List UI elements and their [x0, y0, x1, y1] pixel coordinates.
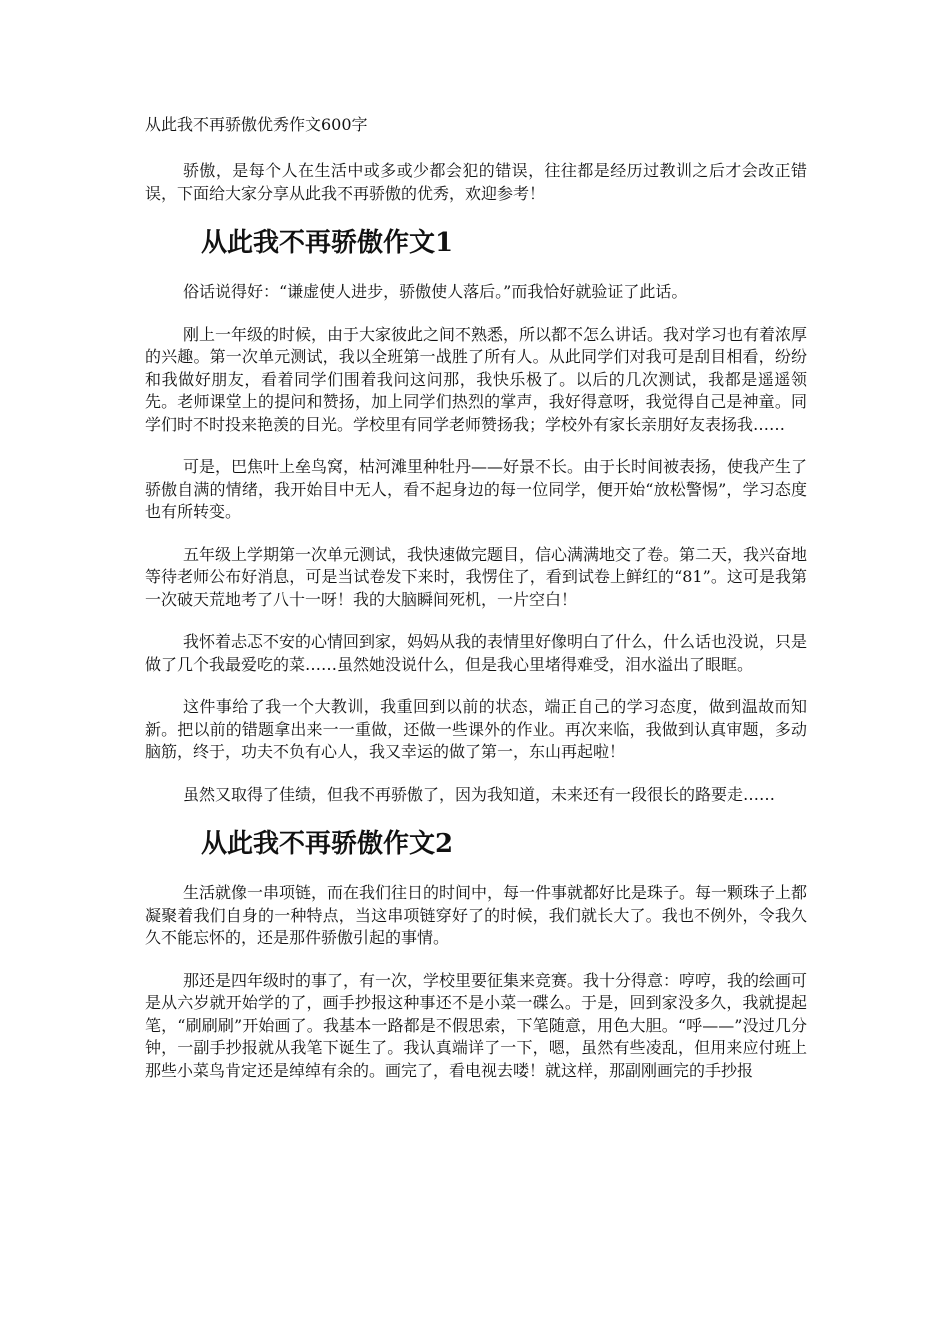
paragraph: 生活就像一串项链，而在我们往日的时间中，每一件事就都好比是珠子。每一颗珠子上都凝聚着我们自身的一种特点，当这串项链穿好了的时候，我们就长大了。我也不例外，令我久久不能忘怀的，还是那件骄傲引起的事情。	[145, 883, 808, 947]
document-title: 从此我不再骄傲优秀作文600字	[145, 115, 368, 134]
paragraph: 我怀着忐忑不安的心情回到家，妈妈从我的表情里好像明白了什么，什么话也没说，只是做了几个我最爱吃的菜……虽然她没说什么，但是我心里堵得难受，泪水溢出了眼眶。	[145, 632, 808, 674]
section-heading: 从此我不再骄傲作文2	[201, 829, 454, 859]
essay-section-2	[145, 826, 807, 1082]
paragraph: 俗话说得好：“谦虚使人进步，骄傲使人落后。”而我恰好就验证了此话。	[183, 282, 688, 301]
intro-paragraph: 骄傲，是每个人在生活中或多或少都会犯的错误，往往都是经历过教训之后才会改正错误，下面给大家分享从此我不再骄傲的优秀，欢迎参考！	[145, 161, 807, 203]
essay-section-1	[145, 225, 807, 806]
paragraph: 可是，巴焦叶上垒鸟窝，枯河滩里种牡丹——好景不长。由于长时间被表扬，使我产生了骄傲自满的情绪，我开始目中无人，看不起身边的每一位同学，便开始“放松警惕”，学习态度也有所转变。	[145, 457, 808, 521]
paragraph: 虽然又取得了佳绩，但我不再骄傲了，因为我知道，未来还有一段很长的路要走……	[183, 784, 776, 804]
paragraph: 那还是四年级时的事了，有一次，学校里要征集来竞赛。我十分得意：哼哼，我的绘画可是从六岁就开始学的了，画手抄报这种事还不是小菜一碟么。于是，回到家没多久，我就提起笔，“刷刷刷”开始画了。我基本一路都是不假思索，下笔随意，用色大胆。“呼——”没过几分钟，一副手抄报就从我笔下诞生了。我认真端详了一下，嗯，虽然有些凌乱，但用来应付班上那些小菜鸟肯定还是绰绰有余的。画完了，看电视去喽！就这样，那副刚画完的手抄报	[145, 970, 808, 1080]
paragraph: 五年级上学期第一次单元测试，我快速做完题目，信心满满地交了卷。第二天，我兴奋地等待老师公布好消息，可是当试卷发下来时，我愣住了，看到试卷上鲜红的“81”。这可是我第一次破天荒地考了八十一呀！我的大脑瞬间死机，一片空白！	[145, 544, 808, 609]
paragraph: 刚上一年级的时候，由于大家彼此之间不熟悉，所以都不怎么讲话。我对学习也有着浓厚的兴趣。第一次单元测试，我以全班第一战胜了所有人。从此同学们对我可是刮目相看，纷纷和我做好朋友，看着同学们围着我问这问那，我快乐极了。以后的几次测试，我都是遥遥领先。老师课堂上的提问和赞扬，加上同学们热烈的掌声，我好得意呀，我觉得自己是神童。同学们时不时投来艳羡的目光。学校里有同学老师赞扬我；学校外有家长亲朋好友表扬我……	[145, 324, 808, 434]
section-heading: 从此我不再骄傲作文1	[201, 228, 454, 258]
paragraph: 这件事给了我一个大教训，我重回到以前的状态，端正自己的学习态度，做到温故而知新。把以前的错题拿出来一一重做，还做一些课外的作业。再次来临，我做到认真审题，多动脑筋，终于，功夫不负有心人，我又幸运的做了第一，东山再起啦！	[145, 697, 807, 761]
document-page	[145, 112, 807, 1102]
